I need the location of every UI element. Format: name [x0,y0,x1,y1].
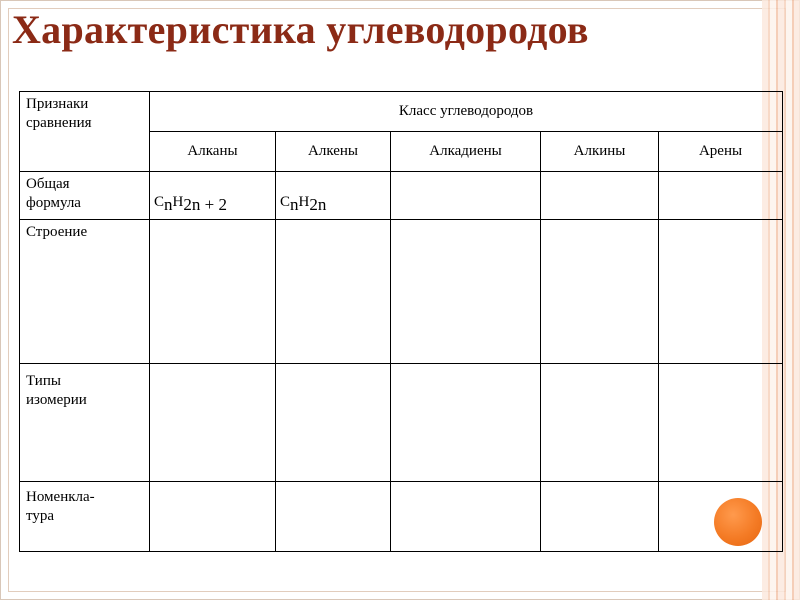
header-row-group [20,92,783,132]
cell-empty [150,220,276,364]
row-label-structure [20,220,150,364]
corner-header-line-1: Признаки [26,96,89,112]
formula-alkanes-h-index: 2n + 2 [183,195,227,214]
row-label-line-2: тура [26,508,55,524]
cell-empty [541,172,659,220]
corner-header-cell [20,92,150,172]
formula-alkanes-c: C [154,194,165,210]
formula-alkenes [276,172,391,220]
formula-alkanes-h: H [172,194,184,210]
corner-header-line-2: сравнения [26,115,92,131]
cell-empty [391,364,541,482]
row-label-line-1: Общая [26,176,70,192]
table-row-structure [20,220,783,364]
cell-empty [541,482,659,552]
row-label-line-2: формула [26,195,81,211]
row-label-line-1: Строение [26,224,88,240]
column-header-arenes: Арены [659,132,783,172]
cell-empty [276,220,391,364]
cell-empty [659,220,783,364]
comparison-table [19,91,783,552]
formula-alkenes-h-index: 2n [309,195,327,214]
row-label-line-1: Типы [26,373,61,389]
table-row-general-formula [20,172,783,220]
formula-alkenes-c-index: n [290,195,299,214]
cell-empty [150,364,276,482]
cell-empty [391,220,541,364]
cell-empty [391,172,541,220]
column-header-alkynes: Алкины [541,132,659,172]
formula-alkenes-h: H [298,194,310,210]
column-header-alkanes: Алканы [150,132,276,172]
formula-alkanes-c-index: n [164,195,173,214]
row-label-line-1: Номенкла- [26,489,95,505]
cell-empty [541,364,659,482]
group-header: Класс углеводородов [150,92,783,132]
table-row-nomenclature [20,482,783,552]
row-label-isomerism [20,364,150,482]
cell-empty [541,220,659,364]
cell-empty [150,482,276,552]
cell-empty [276,364,391,482]
column-header-alkenes: Алкены [276,132,391,172]
cell-empty [659,172,783,220]
cell-empty [276,482,391,552]
formula-alkanes [150,172,276,220]
row-label-nomenclature [20,482,150,552]
cell-empty [391,482,541,552]
cell-empty [659,364,783,482]
row-label-general-formula [20,172,150,220]
table-row-isomerism [20,364,783,482]
slide-title: Характеристика углеводородов [12,7,589,52]
row-label-line-2: изомерии [26,392,87,408]
column-header-alkadienes: Алкадиены [391,132,541,172]
formula-alkenes-c: C [280,194,291,210]
orange-circle-icon [714,498,762,546]
